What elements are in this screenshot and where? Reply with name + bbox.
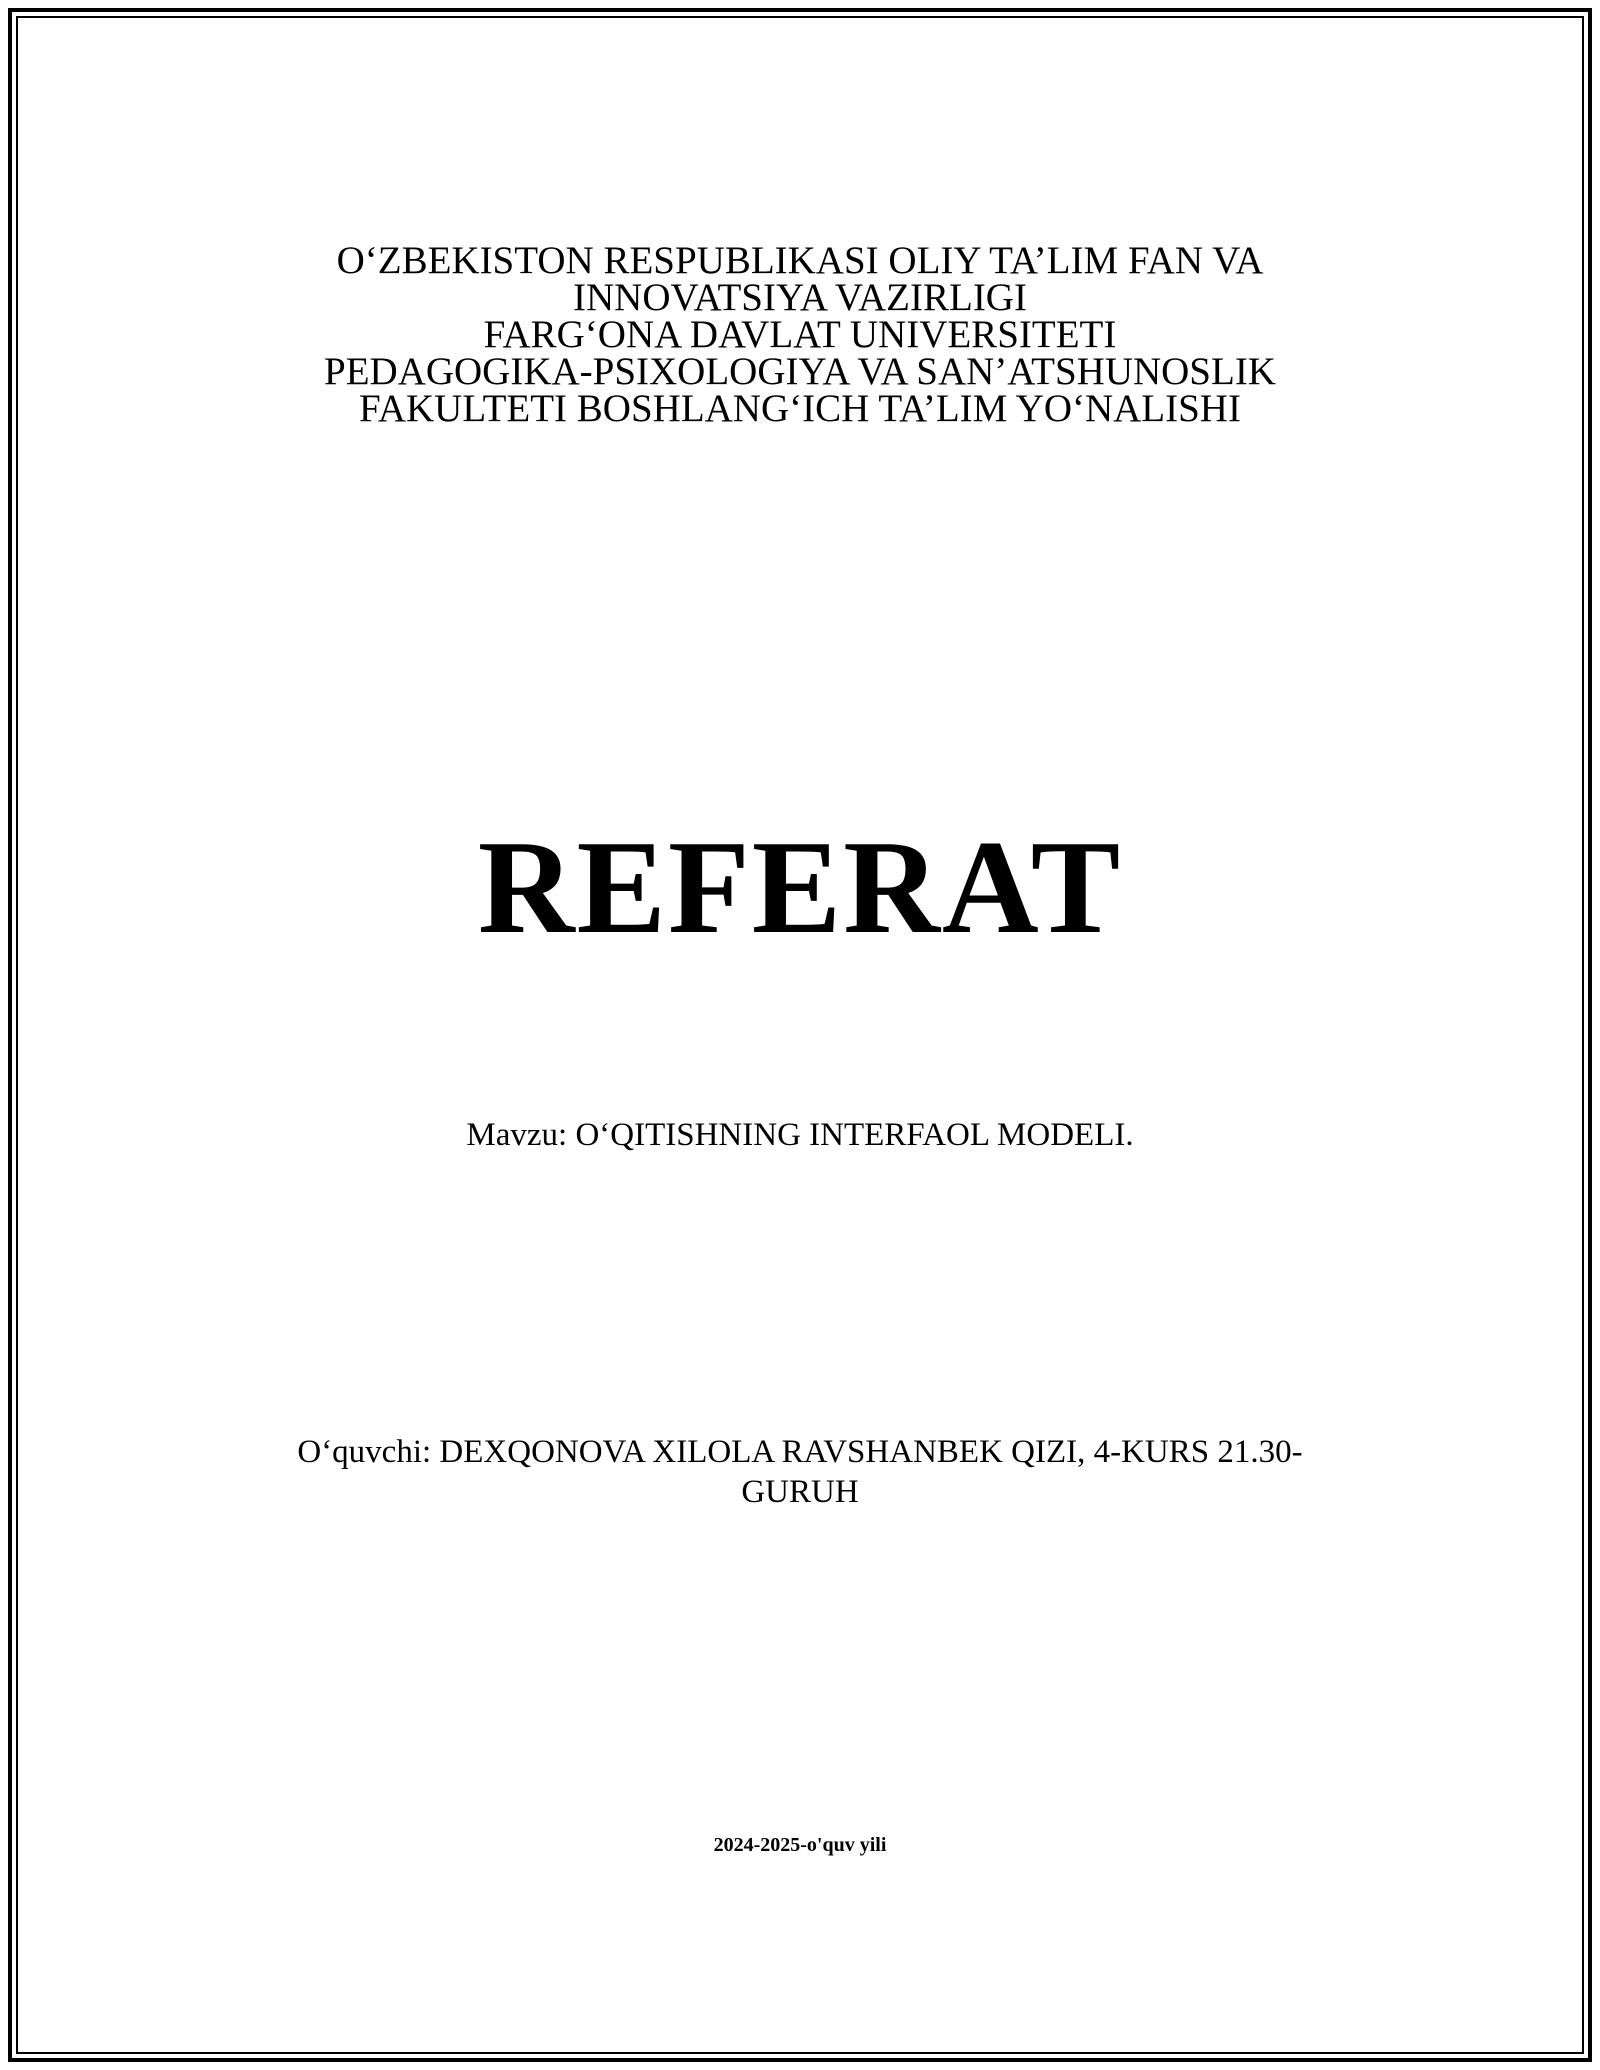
student-line-1: O‘quvchi: DEXQONOVA XILOLA RAVSHANBEK QIZI, 4-KURS 21.30- bbox=[297, 1434, 1303, 1470]
header-line-ministry-1: O‘ZBEKISTON RESPUBLIKASI OLIY TA’LIM FAN VA bbox=[336, 239, 1264, 282]
topic-line: Mavzu: O‘QITISHNING INTERFAOL MODELI. bbox=[466, 1117, 1134, 1153]
header-line-faculty-1: PEDAGOGIKA-PSIXOLOGIYA VA SAN’ATSHUNOSLIK bbox=[324, 350, 1276, 393]
academic-year: 2024-2025-o'quv yili bbox=[713, 1834, 887, 1856]
student-info bbox=[0, 1432, 1600, 1512]
header-line-university: FARG‘ONA DAVLAT UNIVERSITETI bbox=[483, 313, 1117, 356]
document-title: REFERAT bbox=[477, 813, 1123, 961]
header-line-faculty-2: FAKULTETI BOSHLANG‘ICH TA’LIM YO‘NALISHI bbox=[359, 387, 1241, 430]
student-line-2: GURUH bbox=[741, 1474, 859, 1510]
institution-header bbox=[0, 239, 1600, 430]
header-line-ministry-2: INNOVATSIYA VAZIRLIGI bbox=[573, 276, 1027, 319]
